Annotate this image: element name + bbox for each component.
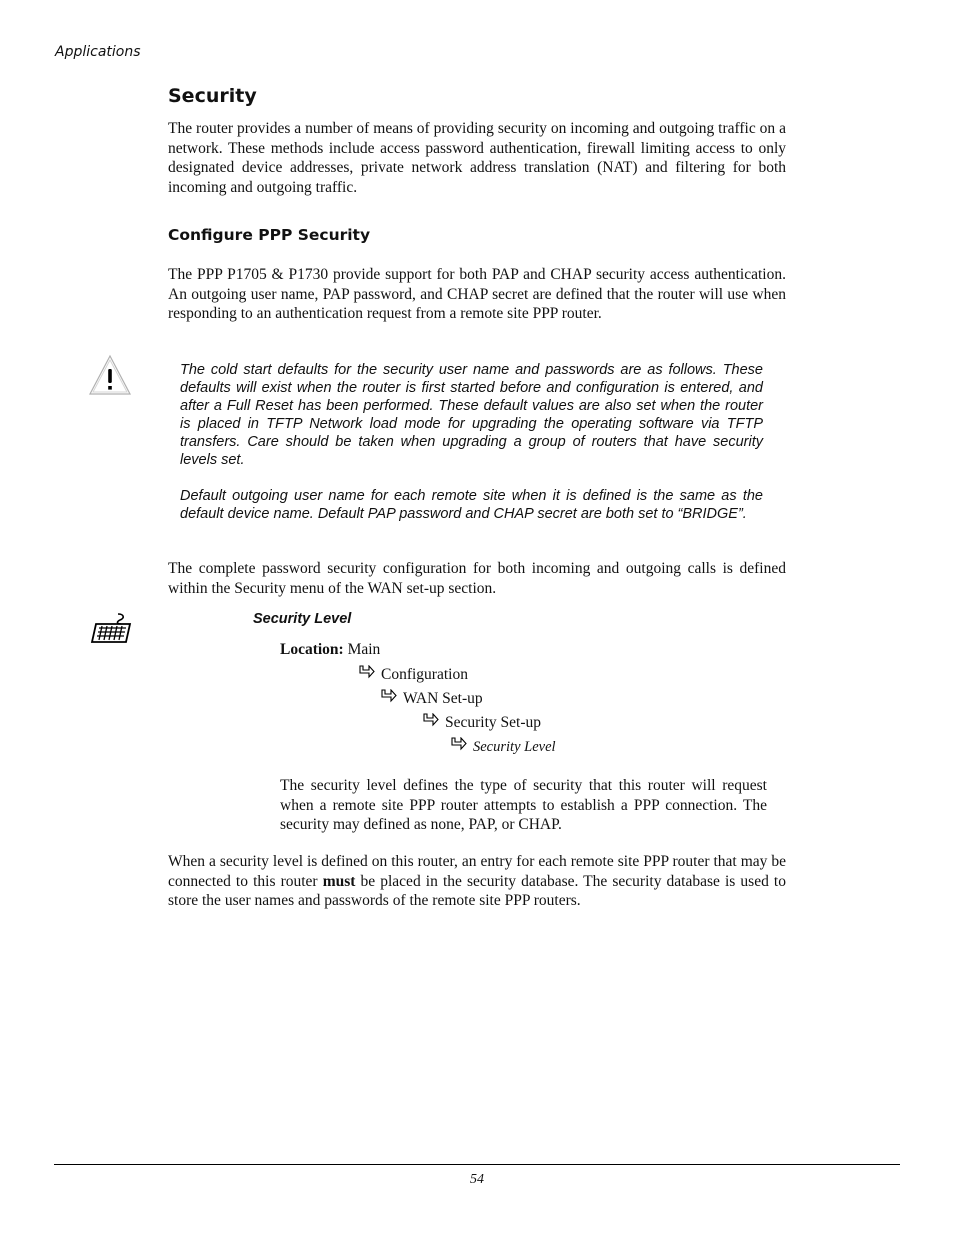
note-default-user-name: Default outgoing user name for each remote site when it is defined is the same as the default device name. Default PAP password and CHAP secret are both set to “BRIDGE”. — [180, 488, 763, 522]
running-header: Applications — [55, 44, 141, 60]
menu-path-item — [422, 713, 541, 732]
menu-path-item — [450, 737, 556, 756]
security-database-paragraph — [168, 852, 786, 911]
menu-path-label: WAN Set-up — [403, 690, 483, 707]
note-cold-start-defaults: The cold start defaults for the security user name and passwords are as follows. These defaults will exist when the router is first started before and configuration is entered, and after a Full Reset has been performed. These default values are also set when the router is placed in TFTP Network load mode for upgrading the operating software via TFTP transfers. Care should be taken when upgrading a group of routers that have security levels set. — [180, 362, 763, 468]
footer-divider — [54, 1164, 900, 1165]
closing-text-start: When a security level is defined on this router, an entry for each remote site PPP router that may be connected to this router — [168, 853, 786, 890]
arrow-right-icon — [380, 689, 398, 705]
ppp-security-paragraph: The PPP P1705 & P1730 provide support for both PAP and CHAP security access authentication. An outgoing user name, PAP password, and CHAP secret are defined that the router will use when responding to an authentication request from a remote site PPP router. — [168, 266, 786, 322]
menu-path-label: Security Set-up — [445, 714, 541, 731]
closing-text-end: be placed in the security database. The security database is used to store the user names and passwords of the remote site PPP routers. — [168, 872, 786, 909]
page-number: 54 — [470, 1172, 484, 1187]
security-intro-paragraph: The router provides a number of means of providing security on incoming and outgoing traffic on a network. These methods include access password authentication, firewall limiting access to only designated device addresses, private network address translation (NAT) and filtering for both incoming and outgoing traffic. — [168, 120, 786, 196]
menu-path-item — [380, 689, 483, 708]
security-level-heading: Security Level — [253, 611, 352, 627]
section-title: Security — [168, 85, 257, 107]
arrow-right-icon — [450, 737, 468, 753]
location-line — [280, 641, 380, 659]
location-label: Location: — [280, 641, 344, 658]
emphasis-must: must — [322, 872, 356, 890]
security-level-description: The security level defines the type of security that this router will request when a remote site PPP router attempts to establish a PPP connection. The security may defined as none, PAP, or CHAP. — [280, 777, 767, 833]
arrow-right-icon — [358, 665, 376, 681]
location-root: Main — [347, 641, 381, 658]
warning-triangle-icon — [88, 354, 132, 396]
subsection-title: Configure PPP Security — [168, 226, 371, 244]
arrow-right-icon — [422, 713, 440, 729]
menu-path-item — [358, 665, 468, 684]
menu-path-label: Configuration — [381, 666, 468, 683]
menu-path-label: Security Level — [473, 739, 556, 755]
security-configuration-paragraph: The complete password security configuration for both incoming and outgoing calls is defined within the Security menu of the WAN set-up section. — [168, 560, 786, 597]
keyboard-icon — [90, 612, 132, 644]
